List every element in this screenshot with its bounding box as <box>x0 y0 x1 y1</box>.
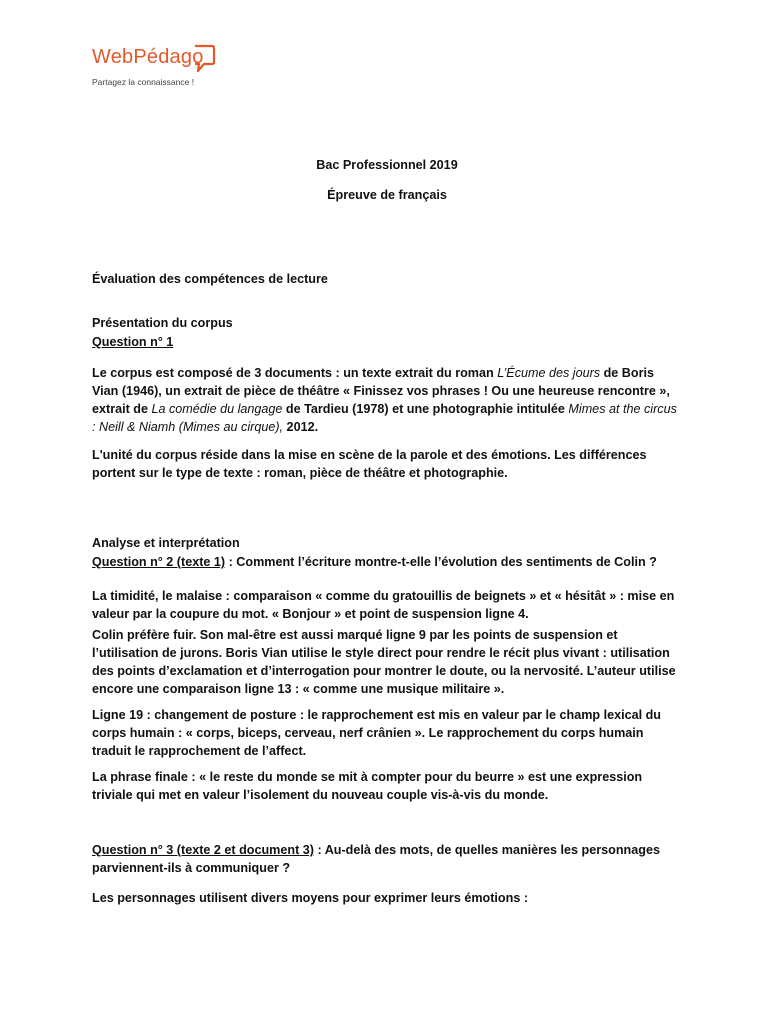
communication-paragraph: Les personnages utilisent divers moyens pour exprimer leurs émotions : <box>92 891 529 905</box>
speech-bubble-icon <box>192 44 216 74</box>
question-1-label: Question n° 1 <box>92 335 174 349</box>
analysis-paragraph-3: Ligne 19 : changement de posture : le rapprochement est mis en valeur par le champ lexical du corps humain : « corps, biceps, cerveau, nerf crânien ». Le rapprochement du corps humain traduit le rapprochement de l’affect. <box>92 708 661 758</box>
logo-name: WebPédago <box>92 46 204 68</box>
section-subheading-corpus: Présentation du corpus <box>92 316 233 330</box>
webpedago-logo <box>92 44 222 94</box>
analysis-paragraph-4: La phrase finale : « le reste du monde se mit à compter pour du beurre » est une expression triviale qui met en valeur l’isolement du nouveau couple vis-à-vis du monde. <box>92 770 643 802</box>
question-2: Question n° 2 (texte 1) : Comment l’écriture montre-t-elle l’évolution des sentiments de Colin ? <box>92 555 657 569</box>
unity-paragraph: L'unité du corpus réside dans la mise en scène de la parole et des émotions. Les différences portent sur le type de texte : roman, pièce de théâtre et photographie. <box>92 448 647 480</box>
document-subtitle: Épreuve de français <box>327 188 447 202</box>
question-3: Question n° 3 (texte 2 et document 3) : Au-delà des mots, de quelles manières les personnages parviennent-ils à communiquer ? <box>92 843 660 875</box>
question-3-label: Question n° 3 (texte 2 et document 3) <box>92 843 314 857</box>
section-heading-analysis: Analyse et interprétation <box>92 536 240 550</box>
document-title: Bac Professionnel 2019 <box>316 158 458 172</box>
analysis-paragraph-1: La timidité, le malaise : comparaison « comme du gratouillis de beignets » et « hésitât » : mise en valeur par la coupure du mot. « Bonjour » et point de suspension ligne 4. <box>92 589 675 621</box>
section-heading-reading: Évaluation des compétences de lecture <box>92 272 328 286</box>
analysis-paragraph-2: Colin préfère fuir. Son mal-être est aussi marqué ligne 9 par les points de suspension et l’utilisation de jurons. Boris Vian utilise le style direct pour rendre le récit plus vivant : utilisation des points d’exclamation et d’interrogation pour montrer le doute, ou la nervosité. L’auteur utilise encore une comparaison ligne 13 : « comme une musique militaire ». <box>92 628 676 696</box>
logo-tagline: Partagez la connaissance ! <box>92 77 195 87</box>
corpus-paragraph: Le corpus est composé de 3 documents : un texte extrait du roman L’Écume des jours de Boris Vian (1946), un extrait de pièce de théâtre « Finissez vos phrases ! Ou une heureuse rencontre », extrait de La comédie du langage de Tardieu (1978) et une photographie intitulée Mimes at the circus : Neill & Niamh (Mimes au cirque), 2012. <box>92 366 677 434</box>
question-2-label: Question n° 2 (texte 1) <box>92 555 226 569</box>
